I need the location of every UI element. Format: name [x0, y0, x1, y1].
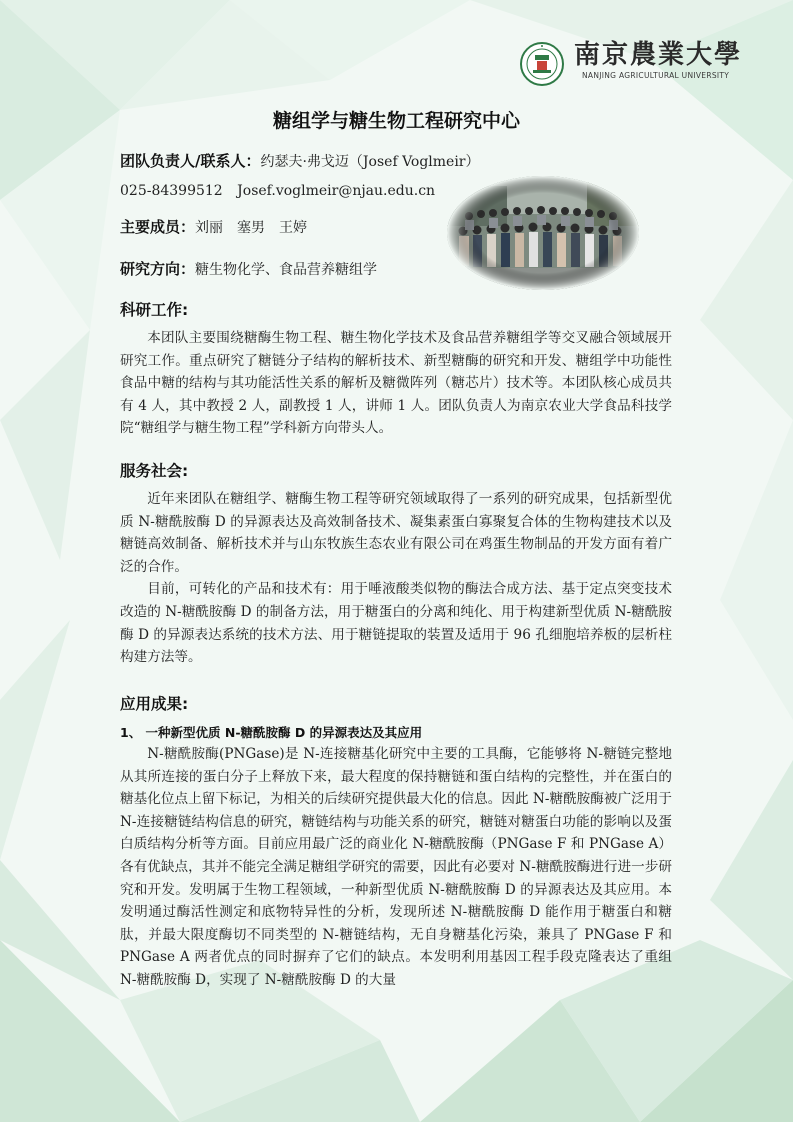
leader-value: 约瑟夫·弗戈迈（Josef Voglmeir）: [260, 154, 480, 170]
results-subheading: 1、 一种新型优质 N-糖酰胺酶 D 的异源表达及其应用: [120, 725, 423, 740]
email-address: Josef.voglmeir@njau.edu.cn: [237, 183, 436, 199]
research-paragraph: 本团队主要围绕糖酶生物工程、糖生物化学技术及食品营养糖组学等交叉融合领域展开研究工作。重点研究了糖链分子结构的解析技术、新型糖酶的研究和开发、糖组学中功能性食品中糖的结构与其功能活性关系的解析及糖微阵列（糖芯片）技术等。本团队核心成员共有 4 人，其中教授 2 人，副教授 1 人，讲师 1 人。团队负责人为南京农业大学食品科技学院“糖组学与糖生物工程”学科新方向带头人。: [120, 330, 672, 437]
team-group-photo: [447, 176, 639, 290]
service-heading: 服务社会:: [120, 462, 189, 480]
university-logo: [520, 40, 743, 88]
university-seal-icon: [520, 42, 564, 86]
results-heading: 应用成果:: [120, 695, 189, 713]
service-paragraph-1: 近年来团队在糖组学、糖酶生物工程等研究领域取得了一系列的研究成果，包括新型优质 N-糖酰胺酶 D 的异源表达及高效制备技术、凝集素蛋白寡聚复合体的生物构建技术以及糖链高效制备、解析技术并与山东牧族生态农业有限公司在鸡蛋生物制品的开发方面有着广泛的合作。: [120, 491, 672, 575]
members-row: [120, 216, 307, 237]
leader-row: [120, 150, 480, 171]
university-name-en: NANJING AGRICULTURAL UNIVERSITY: [582, 71, 730, 80]
members-value: 刘丽 塞男 王婷: [195, 220, 308, 236]
university-name-cn: 南京農業大學: [574, 40, 743, 70]
leader-label: 团队负责人/联系人：: [120, 152, 261, 170]
contact-row: [120, 183, 435, 199]
direction-value: 糖生物化学、食品营养糖组学: [195, 262, 378, 278]
results-body: [120, 743, 672, 992]
research-heading: 科研工作:: [120, 301, 189, 319]
results-paragraph: N-糖酰胺酶(PNGase)是 N-连接糖基化研究中主要的工具酶，它能够将 N-糖链完整地从其所连接的蛋白分子上释放下来，最大程度的保持糖链和蛋白结构的完整性，并在蛋白的糖基化位点上留下标记，为相关的后续研究提供最大化的信息。因此 N-糖酰胺酶被广泛用于 N-连接糖链结构信息的研究，糖链结构与功能关系的研究，糖链对糖蛋白功能的影响以及蛋白质结构分析等方面。目前应用最广泛的商业化 N-糖酰胺酶（PNGase F 和 PNGase A）各有优缺点，其并不能完全满足糖组学研究的需要，因此有必要对 N-糖酰胺酶进行进一步研究和开发。发明属于生物工程领域，一种新型优质 N-糖酰胺酶 D 的异源表达及其应用。本发明通过酶活性测定和底物特异性的分析，发现所述 N-糖酰胺酶 D 能作用于糖蛋白和糖肽，并最大限度酶切不同类型的 N-糖链结构，无自身糖基化污染，兼具了 PNGase F 和 PNGase A 两者优点的同时摒弃了它们的缺点。本发明利用基因工程手段克隆表达了重组 N-糖酰胺酶 D，实现了 N-糖酰胺酶 D 的大量: [120, 746, 672, 988]
direction-row: [120, 258, 377, 279]
service-paragraph-2: 目前，可转化的产品和技术有：用于唾液酸类似物的酶法合成方法、基于定点突变技术改造的 N-糖酰胺酶 D 的制备方法，用于糖蛋白的分离和纯化、用于构建新型优质 N-糖酰胺酶 D 的异源表达系统的技术方法、用于糖链提取的装置及适用于 96 孔细胞培养板的层析柱构建方法等。: [120, 581, 672, 666]
page-title: 糖组学与糖生物工程研究中心: [272, 110, 520, 132]
research-body: [120, 327, 672, 440]
service-body: [120, 488, 672, 669]
members-label: 主要成员：: [120, 218, 196, 236]
direction-label: 研究方向：: [120, 260, 196, 278]
phone-number: 025-84399512: [120, 183, 223, 199]
